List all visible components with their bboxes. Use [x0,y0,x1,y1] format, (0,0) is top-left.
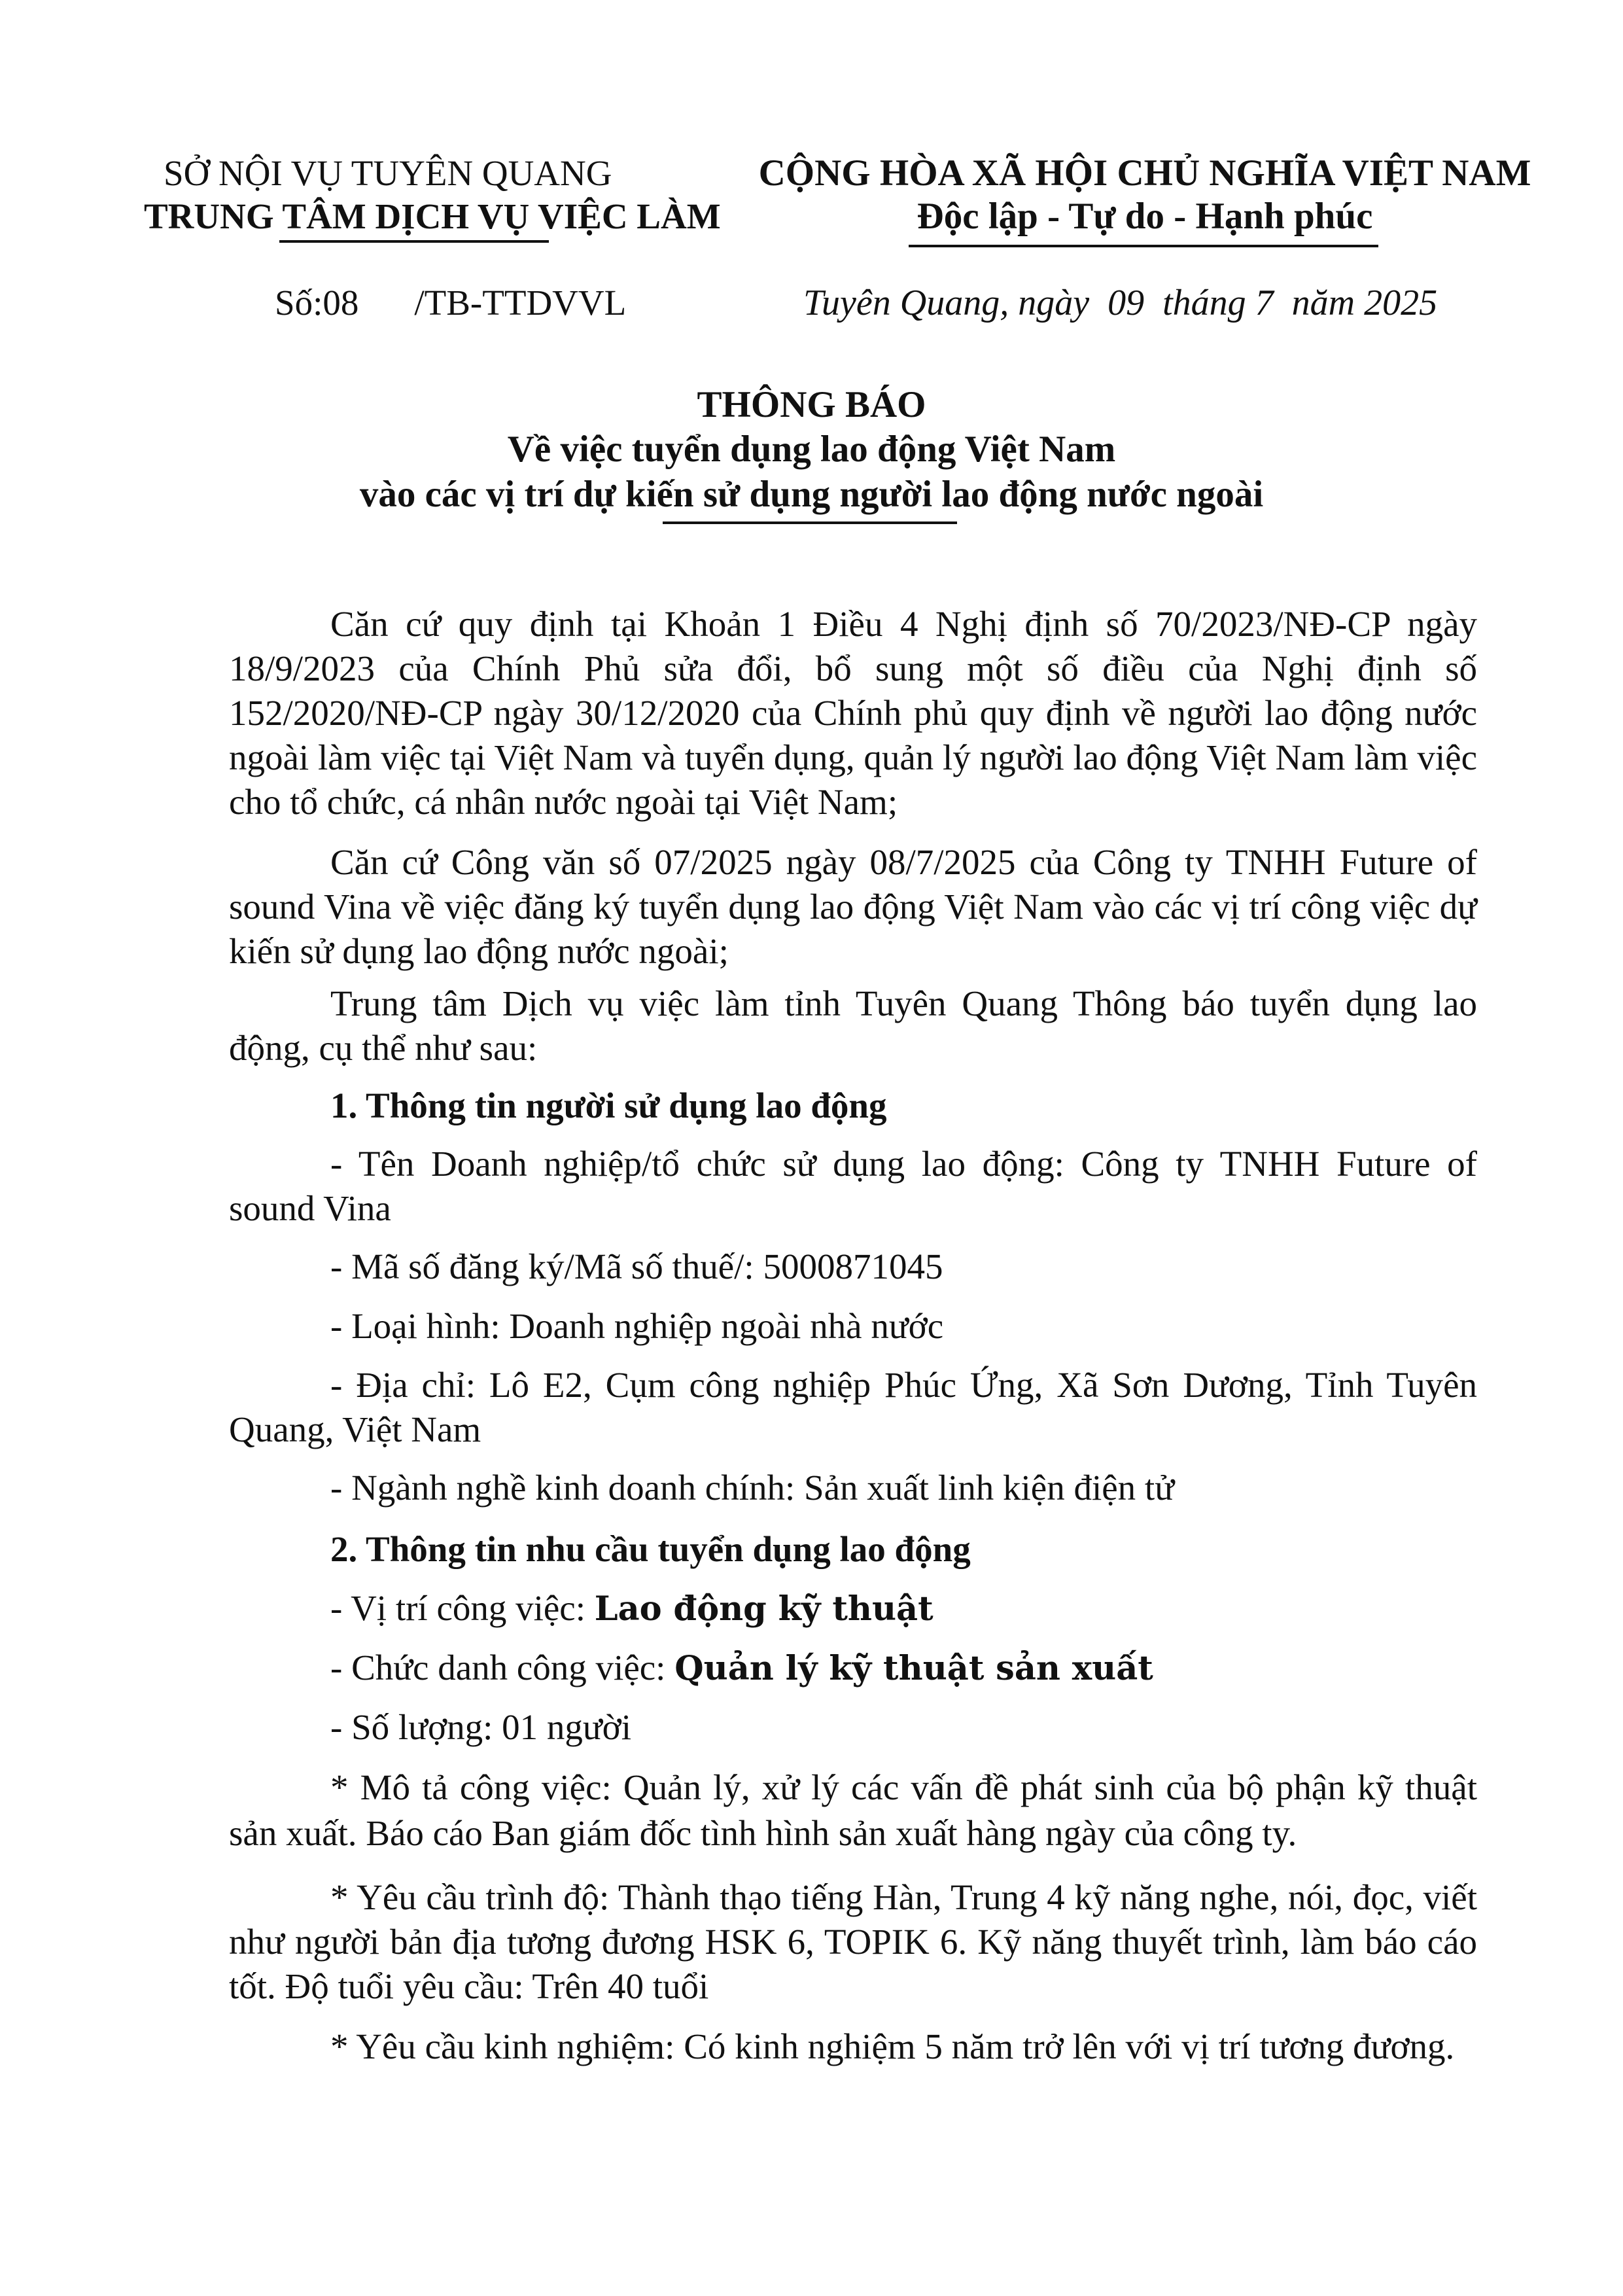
doc-no-suffix: /TB-TTDVVL [414,283,627,323]
notice-subject-line1: Về việc tuyển dụng lao động Việt Nam [507,429,1116,470]
national-motto: Độc lập - Tự do - Hạnh phúc [916,196,1373,237]
tax-code: - Mã số đăng ký/Mã số thuế/: 5000871045 [330,1246,943,1286]
job-title [330,1646,1153,1691]
job-description: * Mô tả công việc: Quản lý, xử lý các vấn đề phát sinh của bộ phận kỹ thuật [330,1767,1477,1807]
agency-underline [279,240,549,243]
job-position-label: - Vị trí công việc: [330,1588,595,1628]
job-desc-word-a: sản xuất [229,1813,348,1853]
title-underline [663,521,957,524]
document-number [275,281,626,325]
company-type: - Loại hình: Doanh nghiệp ngoài nhà nước [330,1306,944,1346]
country-name: CỘNG HÒA XÃ HỘI CHỦ NGHĨA VIỆT NAM [758,152,1531,194]
section1-heading: 1. Thông tin người sử dụng lao động [330,1086,887,1125]
requirement-experience: * Yêu cầu kinh nghiệm: Có kinh nghiệm 5 năm trở lên với vị trí tương đương. [330,2026,1455,2066]
dispatch-basis-paragraph: Căn cứ Công văn số 07/2025 ngày 08/7/2025 của Công ty TNHH Future of sound Vina về việc đăng ký tuyển dụng lao động Việt Nam vào các vị trí công việc dự kiến sử dụng lao động nước ngoài; [229,842,1477,971]
job-position [330,1586,934,1631]
requirement-level: * Yêu cầu trình độ: Thành thạo tiếng Hàn, Trung 4 kỹ năng nghe, nói, đọc, viết như người bản địa tương đương HSK 6, TOPIK 6. Kỹ năng thuyết trình, làm báo cáo tốt. Độ tuổi yêu cầu: Trên 40 tuổi [229,1877,1477,2006]
agency-parent: SỞ NỘI VỤ TUYÊN QUANG [164,153,612,193]
job-description-cont [229,1811,1297,1856]
job-desc-text-d: hàng ngày của công ty. [957,1813,1297,1853]
job-title-value: Quản lý kỹ thuật sản xuất [674,1649,1153,1688]
main-business: - Ngành nghề kinh doanh chính: Sản xuất linh kiện điện tử [330,1468,1175,1508]
employer-name: - Tên Doanh nghiệp/tổ chức sử dụng lao động: Công ty TNHH Future of [330,1144,1477,1184]
job-desc-word-c: sản xuất [838,1813,958,1853]
notice-title: THÔNG BÁO [697,384,926,425]
doc-no-value: 08 [323,283,359,323]
intro-paragraph: Trung tâm Dịch vụ việc làm tỉnh Tuyên Quang Thông báo tuyển dụng lao động, cụ thể như sau: [229,983,1477,1068]
agency-name: TRUNG TÂM DỊCH VỤ VIỆC LÀM [144,196,721,236]
address-cont: Quang, Việt Nam [229,1409,481,1449]
employer-name-cont: sound Vina [229,1188,391,1228]
notice-subject-line2: vào các vị trí dự kiến sử dụng người lao động nước ngoài [359,474,1264,515]
motto-underline [909,245,1378,247]
section2-heading: 2. Thông tin nhu cầu tuyển dụng lao động [330,1529,971,1569]
doc-no-label: Số: [275,283,323,323]
quantity: - Số lượng: 01 người [330,1707,632,1747]
job-position-value: Lao động kỹ thuật [594,1589,934,1629]
address: - Địa chỉ: Lô E2, Cụm công nghiệp Phúc Ứng, Xã Sơn Dương, Tỉnh Tuyên [330,1365,1477,1405]
legal-basis-paragraph: Căn cứ quy định tại Khoản 1 Điều 4 Nghị định số 70/2023/NĐ-CP ngày 18/9/2023 của Chính Phủ sửa đổi, bổ sung một số điều của Nghị định số 152/2020/NĐ-CP ngày 30/12/2020 của Chính phủ quy định về người lao động nước ngoài làm việc tại Việt Nam và tuyển dụng, quản lý người lao động Việt Nam làm việc cho tổ chức, cá nhân nước ngoài tại Việt Nam; [229,604,1477,822]
job-title-label: - Chức danh công việc: [330,1648,675,1687]
place-date: Tuyên Quang, ngày 09 tháng 7 năm 2025 [803,283,1438,323]
job-desc-text-b: . Báo cáo Ban giám đốc tình hình [347,1813,839,1853]
